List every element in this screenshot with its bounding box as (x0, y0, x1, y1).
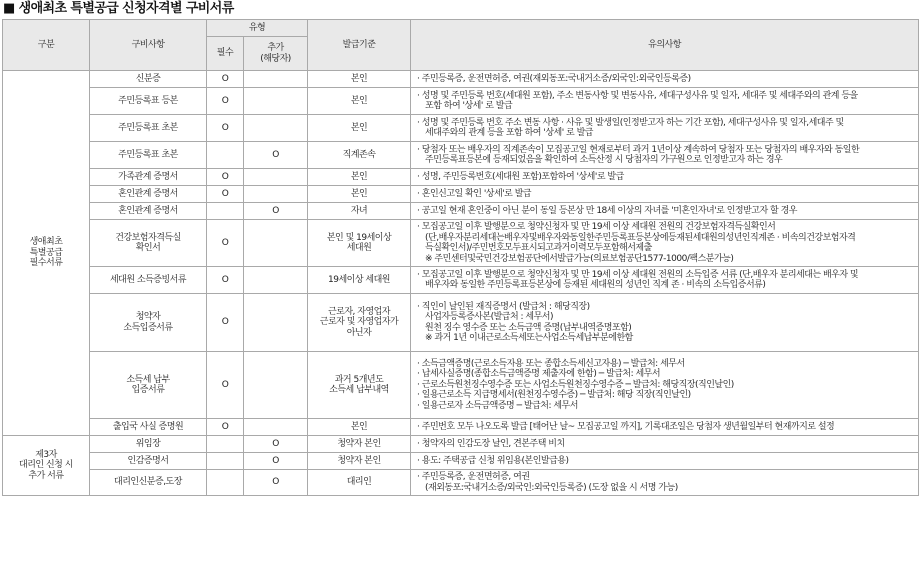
extra-mark: O (244, 470, 308, 496)
header-issuer: 발급기준 (308, 20, 411, 71)
table-row (3, 436, 919, 453)
note-line: · 성명 및 주민등록 번호 주소 변동 사항 · 사유 및 발생일(인정받고자 하는 기간 포함), 세대구성사유 및 일자,세대주 및 (417, 118, 915, 129)
group-label-line: 필수서류 (29, 258, 63, 269)
issuer (308, 470, 411, 496)
issuer (308, 142, 411, 169)
table-row (3, 419, 919, 436)
extra-mark (244, 419, 308, 436)
note-line: 사업자등록증사본(발급처 : 세무서) (425, 312, 554, 322)
issuer (308, 220, 411, 267)
notes (411, 186, 919, 203)
issuer (308, 352, 411, 419)
group-label-line: 추가 서류 (28, 470, 64, 481)
note-line: · 공고일 현재 혼인중이 아닌 분이 동일 등본상 만 18세 이상의 자녀를 '미혼인자녀'로 인정받고자 할 경우 (417, 206, 915, 217)
doc-name-line: 출입국 사실 증명원 (112, 421, 184, 432)
table-row (3, 169, 919, 186)
doc-name-line: 입증서류 (131, 385, 165, 395)
extra-mark: O (244, 436, 308, 453)
note-line: · 모집공고일 이후 발행분으로 청약신청자 및 만 19세 이상 세대원 전원의 건강보험자격득실확인서 (417, 222, 915, 233)
note-line: 포함 하여 '상세' 로 발급 (425, 101, 513, 111)
required-mark: O (207, 294, 244, 352)
extra-mark (244, 88, 308, 115)
extra-mark: O (244, 203, 308, 220)
table-row (3, 142, 919, 169)
table-row (3, 267, 919, 294)
required-mark: O (207, 186, 244, 203)
doc-name (90, 267, 207, 294)
table-row (3, 470, 919, 496)
issuer-line: 직계존속 (342, 149, 376, 160)
note-line: · 청약자의 인감도장 날인, 견본주택 비치 (417, 439, 915, 450)
notes (411, 436, 919, 453)
notes (411, 267, 919, 294)
doc-name-line: 주민등록표 초본 (118, 122, 178, 133)
doc-name (90, 115, 207, 142)
header-extra (244, 37, 308, 71)
doc-name-line: 신분증 (135, 73, 161, 84)
issuer-line: 본인 (350, 171, 368, 182)
required-mark: O (207, 115, 244, 142)
issuer (308, 419, 411, 436)
doc-name-line: 인감증명서 (127, 455, 169, 466)
note-line: · 소득금액증명(근로소득자용 또는 종합소득세신고자용) ─ 발급처: 세무서 (417, 359, 915, 370)
note-line: 원천 징수 영수증 또는 소득금액 증명(납부내역증명포함) (425, 322, 632, 333)
doc-name-line: 확인서 (135, 243, 161, 253)
required-mark: O (207, 220, 244, 267)
note-line: · 주민등록증, 운전면허증, 여권 (417, 472, 915, 483)
table-row (3, 220, 919, 267)
issuer (308, 186, 411, 203)
required-mark: O (207, 267, 244, 294)
header-notes: 유의사항 (411, 20, 919, 71)
notes (411, 453, 919, 470)
group-label-line: 제3자 (35, 449, 57, 460)
note-line: (재외동포:국내거소증/외국인:외국인등록증) (도장 없을 시 서명 가능) (425, 482, 678, 493)
extra-mark (244, 71, 308, 88)
header-required: 필수 (207, 37, 244, 71)
doc-name (90, 436, 207, 453)
doc-name (90, 220, 207, 267)
issuer-line: 본인 (350, 188, 368, 199)
table-row (3, 352, 919, 419)
issuer (308, 71, 411, 88)
notes (411, 220, 919, 267)
note-line: · 혼인신고일 확인 '상세'로 발급 (417, 189, 915, 200)
doc-name-line: 소득입증서류 (123, 322, 173, 333)
table-body (3, 71, 919, 496)
doc-name-line: 위임장 (135, 438, 161, 449)
note-line: · 용도: 주택공급 신청 위임용(본인발급용) (417, 456, 915, 467)
header-group: 구분 (3, 20, 90, 71)
extra-mark (244, 294, 308, 352)
doc-name-line: 세대원 소득증빙서류 (109, 274, 187, 285)
issuer (308, 203, 411, 220)
note-line: 주민등록표등본에 등재되었음을 확인하여 소득산정 시 당첨자의 가구원으로 인정받고자 하는 경우 (425, 155, 783, 165)
note-line: 득실확인서)/주민번호모두표시되고과거이력모두포함해서제출 (425, 243, 652, 253)
doc-name (90, 419, 207, 436)
issuer-line: 본인 및 19세이상 (326, 232, 392, 243)
doc-name (90, 71, 207, 88)
required-mark: O (207, 169, 244, 186)
issuer-line: 청약자 본인 (337, 438, 381, 449)
extra-mark (244, 220, 308, 267)
note-line: · 성명, 주민등록번호(세대원 포함)포함하여 '상세'로 발급 (417, 172, 915, 183)
extra-mark (244, 352, 308, 419)
required-mark (207, 453, 244, 470)
table-row (3, 203, 919, 220)
issuer-line: 본인 (350, 73, 368, 84)
header-extra-line2: (해당자) (260, 53, 291, 64)
issuer-line: 자녀 (350, 205, 368, 216)
issuer-line: 근로자, 자영업자 (327, 306, 391, 317)
doc-name-line: 건강보험자격득실 (115, 232, 181, 243)
issuer-line: 본인 (350, 95, 368, 106)
extra-mark (244, 186, 308, 203)
required-mark (207, 142, 244, 169)
doc-name (90, 294, 207, 352)
issuer-line: 소득세 납부내역 (329, 385, 389, 395)
doc-name (90, 470, 207, 496)
table-row (3, 88, 919, 115)
required-mark (207, 470, 244, 496)
note-line: (단,배우자분리세대는배우자및배우자와동일한주민등록표등본상에등재된세대원의성년인직계존 · 비속의건강보험자격 (425, 232, 856, 243)
issuer (308, 436, 411, 453)
note-line: ※ 주민센터및국민건강보험공단에서발급가능(의료보험공단1577-1000/팩스분가능) (425, 253, 734, 264)
doc-name (90, 203, 207, 220)
issuer (308, 453, 411, 470)
doc-name-line: 가족관계 증명서 (118, 171, 178, 182)
required-mark (207, 436, 244, 453)
doc-name (90, 142, 207, 169)
issuer-line: 본인 (350, 421, 368, 432)
notes (411, 203, 919, 220)
notes (411, 169, 919, 186)
required-mark (207, 203, 244, 220)
note-line: · 주민번호 모두 나오도록 발급 [태어난 날~ 모집공고일 까지], 기록대조일은 당첨자 생년월일부터 현재까지로 설정 (417, 422, 915, 433)
documents-table (2, 19, 919, 496)
table-row (3, 115, 919, 142)
doc-name-line: 청약자 (135, 312, 161, 322)
doc-name (90, 186, 207, 203)
issuer-line: 본인 (350, 122, 368, 133)
table-row (3, 294, 919, 352)
notes (411, 419, 919, 436)
note-line: ※ 과거 1년 이내근로소득세또는사업소득세납부분에한함 (425, 333, 633, 343)
note-line: · 일용근로소득 지급명세서(원천징수영수증) ─ 발급처: 해당 직장(직인날인) (417, 390, 915, 401)
issuer (308, 267, 411, 294)
table-row (3, 186, 919, 203)
extra-mark (244, 267, 308, 294)
issuer-line: 과거 5개년도 (334, 374, 384, 385)
note-line: · 일용근로자 소득금액증명 ─ 발급처: 세무서 (417, 401, 915, 412)
doc-name-line: 소득세 납부 (126, 374, 170, 385)
doc-name (90, 453, 207, 470)
doc-name (90, 352, 207, 419)
page-title: ■ 생애최초 특별공급 신청자격별 구비서류 (3, 1, 234, 16)
notes (411, 88, 919, 115)
group-label-line: 대리인 신청 시 (19, 460, 73, 471)
header-extra-line1: 추가 (267, 43, 284, 53)
issuer (308, 88, 411, 115)
note-line: · 모집공고일 이후 발행분으로 청약신청자 및 만 19세 이상 세대원 전원의 소득입증 서류 (단,배우자 분리세대는 배우자 및 (417, 270, 915, 281)
doc-name-line: 주민등록표 초본 (118, 149, 178, 160)
doc-name-line: 주민등록표 등본 (118, 95, 178, 106)
issuer (308, 169, 411, 186)
note-line: · 당첨자 또는 배우자의 직계존속이 모집공고일 현재로부터 과거 1년이상 계속하여 당첨자 또는 당첨자의 배우자와 동일한 (417, 145, 915, 156)
note-line: · 직인이 날인된 재직증명서 (발급처 : 해당직장) (417, 302, 915, 313)
notes (411, 352, 919, 419)
doc-name-line: 혼인관계 증명서 (118, 188, 178, 199)
group-third-party (3, 436, 90, 496)
group-first-time (3, 71, 90, 436)
issuer-line: 19세이상 세대원 (328, 274, 390, 285)
required-mark: O (207, 71, 244, 88)
notes (411, 470, 919, 496)
required-mark: O (207, 352, 244, 419)
table-row (3, 71, 919, 88)
issuer (308, 115, 411, 142)
note-line: 배우자와 동일한 주민등록표등본상에 등재된 세대원의 성년인 직계 존 · 비속의 소득입증서류) (425, 280, 766, 290)
header-docs: 구비사항 (90, 20, 207, 71)
note-line: · 근로소득원천징수영수증 또는 사업소득원천징수영수증 ─ 발급처: 해당직장(직인날인) (417, 380, 915, 391)
issuer-line: 대리인 (346, 477, 372, 488)
issuer-line: 청약자 본인 (337, 455, 381, 466)
note-line: · 납세사실증명(종합소득금액증명 제출자에 한함) ─ 발급처: 세무서 (417, 369, 915, 380)
extra-mark (244, 115, 308, 142)
extra-mark: O (244, 453, 308, 470)
header-type: 유형 (207, 20, 308, 37)
notes (411, 294, 919, 352)
doc-name (90, 169, 207, 186)
group-label-line: 특별공급 (29, 247, 63, 258)
note-line: 세대주와의 관계 등을 포함 하여 '상세' 로 발급 (425, 128, 593, 138)
extra-mark (244, 169, 308, 186)
required-mark: O (207, 88, 244, 115)
issuer-line: 세대원 (346, 243, 372, 253)
table-row (3, 453, 919, 470)
note-line: · 성명 및 주민등록 번호(세대원 포함), 주소 변동사항 및 변동사유, 세대구성사유 및 일자, 세대주 및 세대주와의 관계 등을 (417, 91, 915, 102)
extra-mark: O (244, 142, 308, 169)
notes (411, 115, 919, 142)
issuer (308, 294, 411, 352)
doc-name (90, 88, 207, 115)
note-line: · 주민등록증, 운전면허증, 여권(재외동포:국내거소증/외국인:외국인등록증) (417, 74, 915, 85)
doc-name-line: 혼인관계 증명서 (118, 205, 178, 216)
required-mark: O (207, 419, 244, 436)
issuer-line: 아닌자 (346, 327, 372, 338)
notes (411, 142, 919, 169)
issuer-line: 근로자 및 자영업자가 (319, 317, 399, 328)
notes (411, 71, 919, 88)
doc-name-line: 대리인신분증,도장 (114, 477, 182, 488)
group-label-line: 생애최초 (29, 237, 63, 248)
